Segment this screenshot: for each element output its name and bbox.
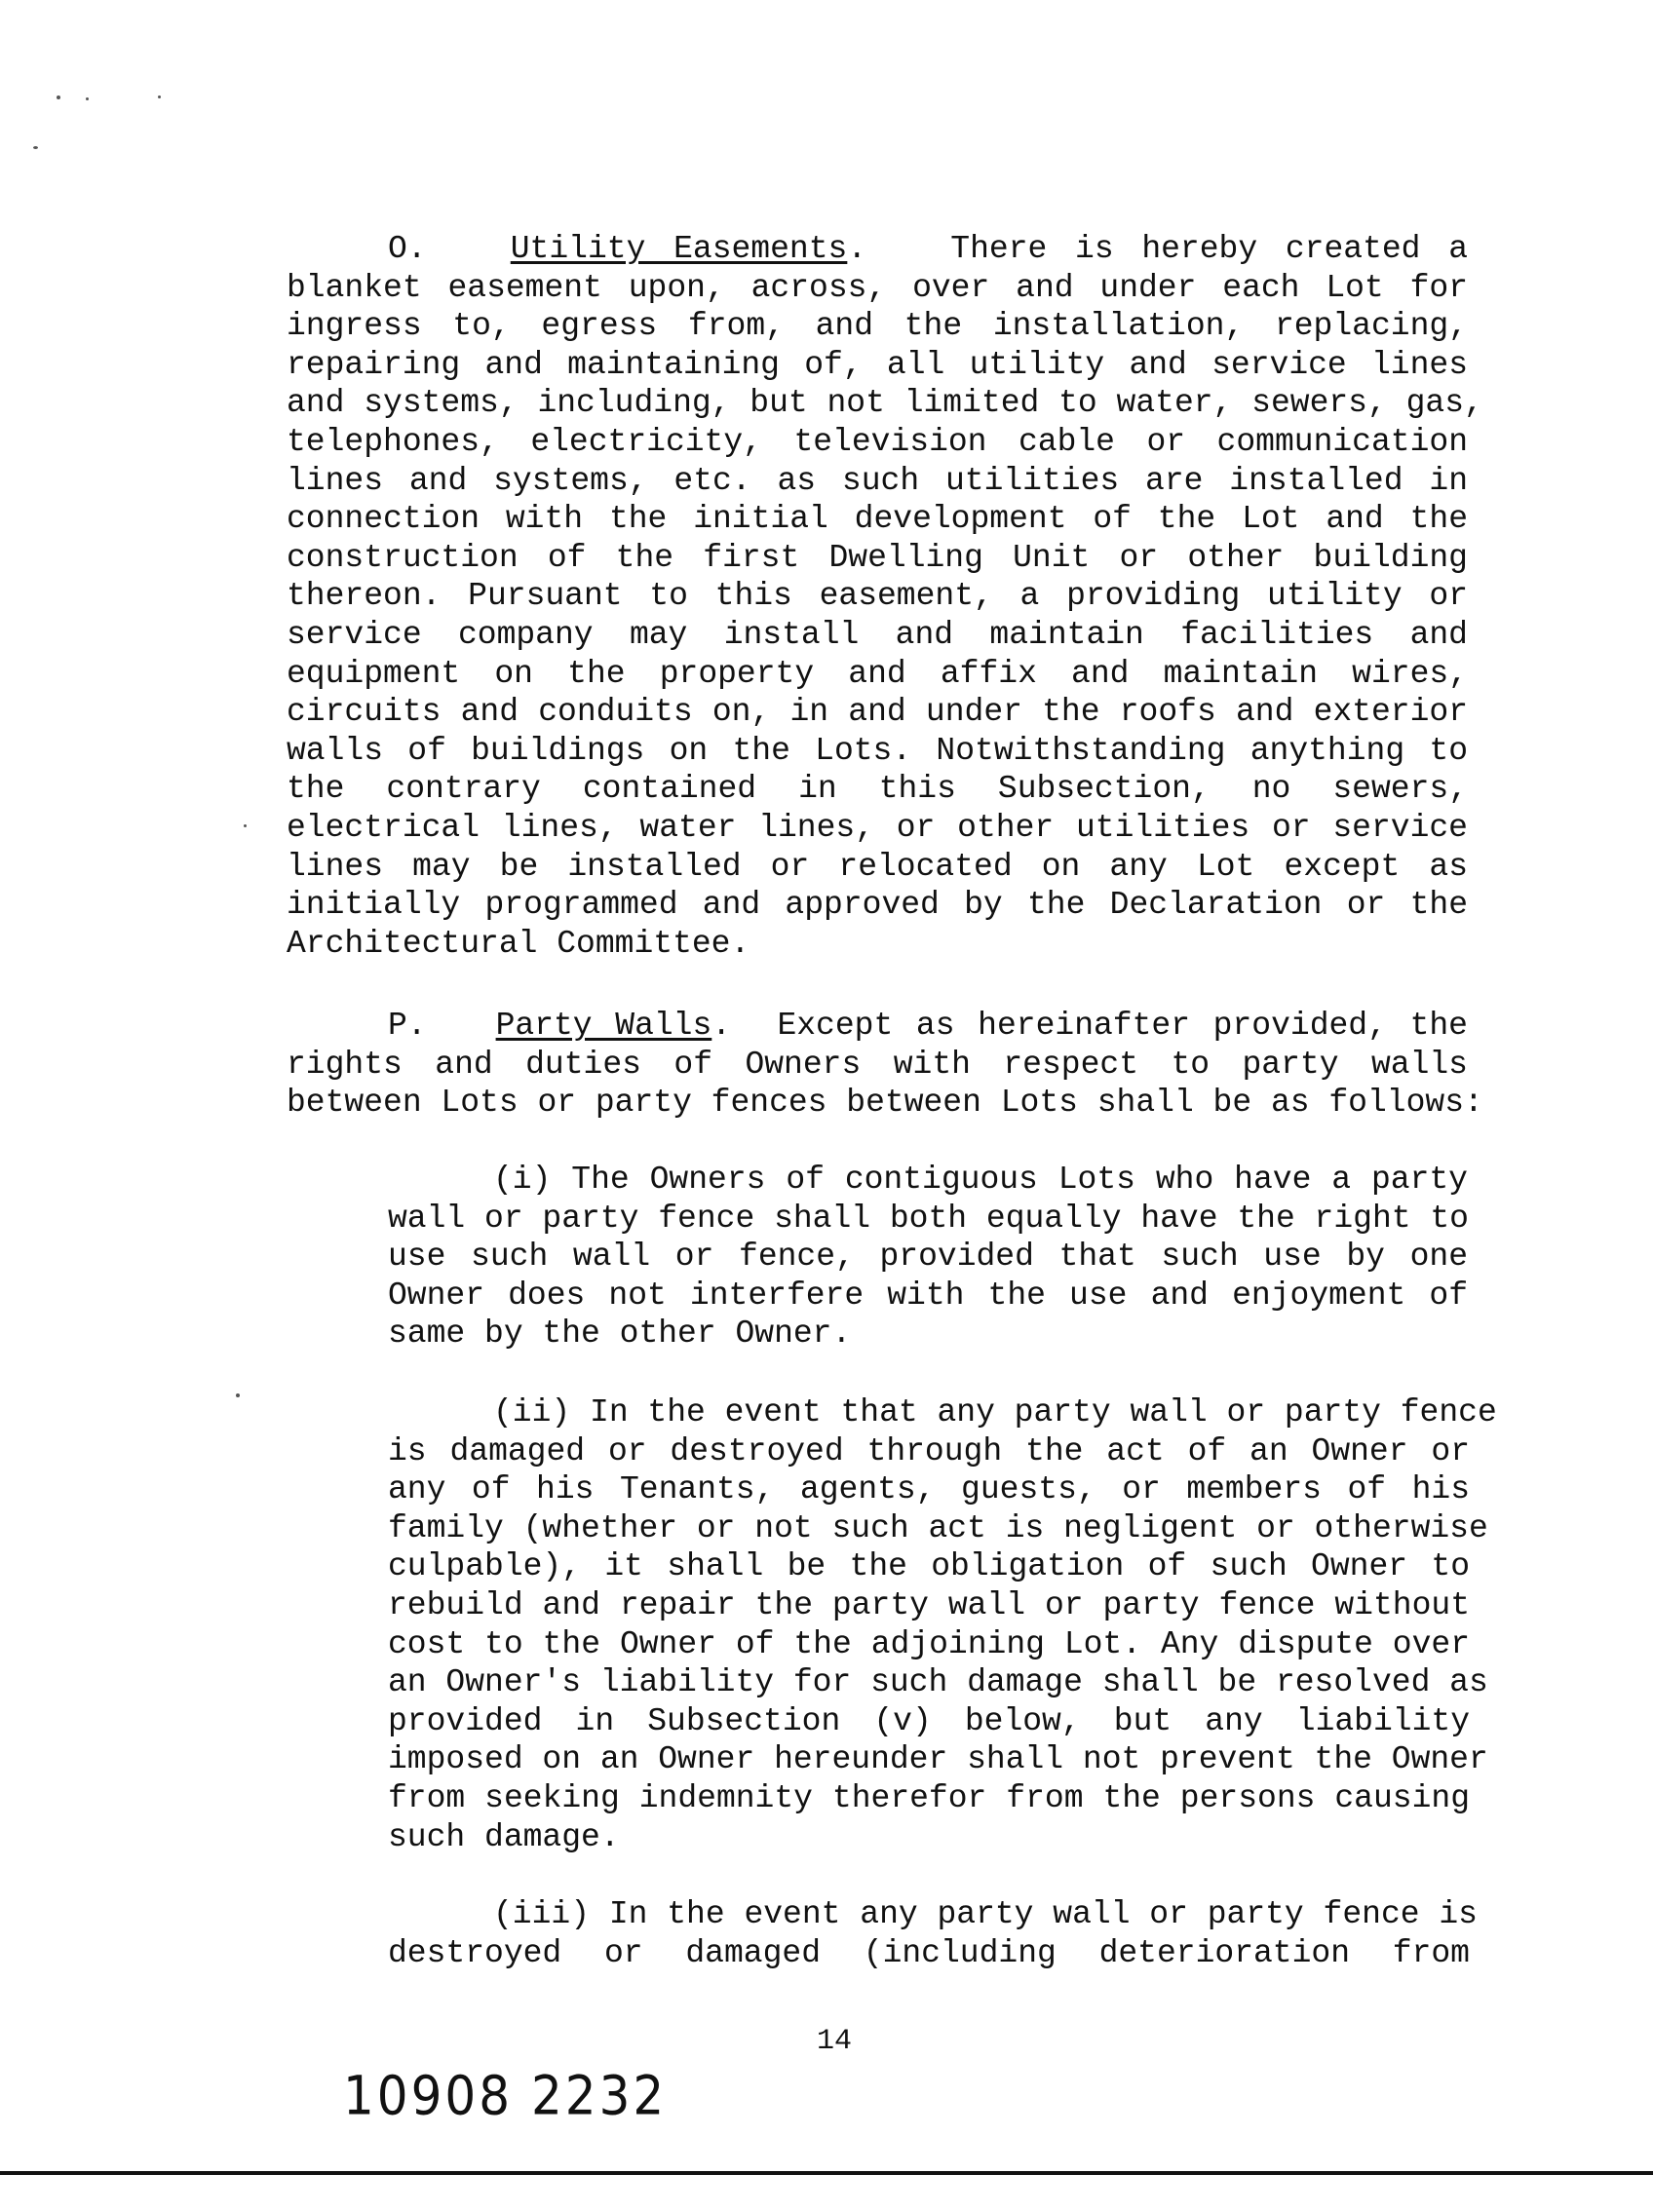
subsection-ii [388, 1393, 1497, 1856]
text-line: electrical lines, water lines, or other utilities or service [287, 809, 1468, 846]
section-p-party-walls [287, 1007, 1483, 1123]
text-line: any of his Tenants, agents, guests, or members of his [388, 1471, 1470, 1508]
text-line: use such wall or fence, provided that such use by one [388, 1239, 1468, 1276]
text-line: from seeking indemnity therefor from the persons causing [388, 1779, 1470, 1816]
book-page-stamp: 10908 2232 [343, 2065, 668, 2127]
scan-speck [158, 95, 161, 98]
text-line: lines and systems, etc. as such utilities are installed in [287, 462, 1468, 499]
text-line: cost to the Owner of the adjoining Lot. Any dispute over [388, 1625, 1470, 1662]
scan-speck [244, 824, 247, 827]
scan-speck [86, 97, 89, 100]
text-line: (ii) In the event that any party wall or party fence [493, 1394, 1497, 1430]
text-line: lines may be installed or relocated on any Lot except as [287, 848, 1468, 885]
text-line: Owner does not interfere with the use and enjoyment of [388, 1277, 1468, 1314]
section-o-heading: Utility Easements [510, 231, 848, 267]
text-line: circuits and conduits on, in and under the roofs and exterior [287, 694, 1468, 731]
text-line: (i) The Owners of contiguous Lots who have a party [493, 1162, 1468, 1198]
section-o-marker: O. [388, 231, 427, 267]
text-line: ingress to, egress from, and the installation, replacing, [287, 308, 1468, 345]
scan-speck [57, 95, 60, 99]
subsection-i [388, 1161, 1468, 1354]
page-number: 14 [817, 2025, 853, 2058]
text-line: Except as hereinafter provided, the [777, 1008, 1468, 1044]
text-line: Architectural Committee. [287, 925, 750, 962]
section-p-marker: P. [388, 1008, 427, 1044]
text-line: service company may install and maintain facilities and [287, 616, 1468, 653]
text-line: construction of the first Dwelling Unit or other building [287, 539, 1468, 576]
text-line: (iii) In the event any party wall or party fence is [493, 1896, 1478, 1932]
subsection-iii-first-line [388, 1895, 1478, 1934]
text-line: blanket easement upon, across, over and under each Lot for [287, 269, 1468, 306]
text-line: is damaged or destroyed through the act of an Owner or [388, 1432, 1470, 1469]
section-p-first-line: P. Party Walls. Except as hereinafter provided, the [388, 1008, 1468, 1044]
text-line: equipment on the property and affix and maintain wires, [287, 655, 1468, 692]
section-o-first-line: O. Utility Easements. There is hereby created a [388, 231, 1468, 267]
text-line: family (whether or not such act is negligent or otherwise [388, 1509, 1488, 1546]
text-line: telephones, electricity, television cable or communication [287, 423, 1468, 460]
text-line: initially programmed and approved by the Declaration or the [287, 887, 1468, 924]
section-p-heading: Party Walls [495, 1008, 712, 1044]
text-line: an Owner's liability for such damage shall be resolved as [388, 1664, 1488, 1701]
text-line: and systems, including, but not limited to water, sewers, gas, [287, 385, 1483, 422]
text-line: such damage. [388, 1818, 620, 1855]
bottom-scan-edge [0, 2171, 1653, 2175]
text-line: walls of buildings on the Lots. Notwithstanding anything to [287, 732, 1468, 769]
text-line: between Lots or party fences between Lots shall be as follows: [287, 1085, 1483, 1122]
text-line: imposed on an Owner hereunder shall not prevent the Owner [388, 1741, 1488, 1778]
text-line: wall or party fence shall both equally have the right to [388, 1200, 1469, 1237]
section-o-utility-easements [287, 230, 1483, 963]
subsection-ii-first-line [388, 1393, 1497, 1432]
subsection-iii [388, 1895, 1478, 1972]
scan-speck [236, 1393, 240, 1397]
text-line: culpable), it shall be the obligation of such Owner to [388, 1548, 1470, 1585]
scan-speck [33, 146, 38, 149]
text-line: rights and duties of Owners with respect to party walls [287, 1046, 1468, 1083]
text-line: connection with the initial development of the Lot and the [287, 501, 1468, 538]
text-line: There is hereby created a [950, 231, 1468, 267]
text-line: same by the other Owner. [388, 1316, 852, 1353]
text-line: repairing and maintaining of, all utility and service lines [287, 346, 1468, 383]
text-line: the contrary contained in this Subsection, no sewers, [287, 771, 1468, 808]
text-line: rebuild and repair the party wall or party fence without [388, 1586, 1470, 1623]
text-line: thereon. Pursuant to this easement, a providing utility or [287, 578, 1468, 615]
subsection-i-first-line [388, 1161, 1468, 1200]
text-line: provided in Subsection (v) below, but any liability [388, 1702, 1470, 1739]
text-line: destroyed or damaged (including deterioration from [388, 1934, 1470, 1971]
